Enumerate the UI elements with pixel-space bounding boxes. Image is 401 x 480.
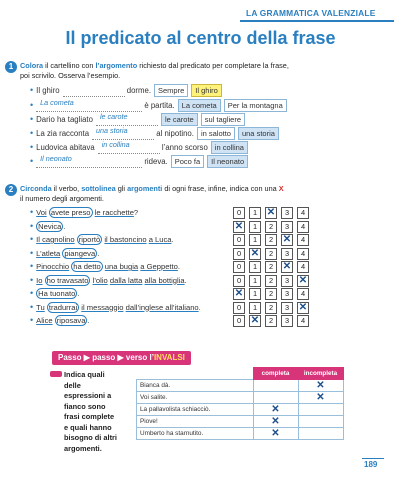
circled-verb: ha detto — [73, 262, 101, 271]
underlined-argument: il messaggio — [81, 302, 124, 312]
banner-passo2: passo — [92, 353, 116, 362]
sentence-end: rideva. — [142, 157, 168, 166]
instr-circonda: Circonda — [20, 184, 52, 193]
table-row — [137, 392, 344, 404]
bullet-icon: • — [30, 85, 34, 95]
underlined-argument: dall’inglese all’italiano — [125, 302, 199, 312]
instr-text: il cartellino con — [43, 61, 96, 70]
incomplete-cell[interactable] — [298, 428, 343, 440]
argument-chip[interactable]: Per la montagna — [224, 99, 287, 112]
argument-chip[interactable]: in collina — [211, 141, 248, 154]
count-box-0[interactable]: ✕ — [234, 220, 244, 232]
sentence-text: ? — [133, 208, 139, 217]
count-box-3[interactable]: ✕ — [282, 261, 292, 272]
argument-chip[interactable]: Sempre — [154, 84, 188, 97]
bullet-icon: • — [30, 128, 34, 138]
circled-verb: tradurrai — [48, 302, 78, 312]
sentence-start: Dario ha tagliato — [36, 115, 93, 124]
bullet-icon: • — [30, 114, 34, 124]
count-box-4[interactable]: 4 — [297, 221, 309, 233]
underlined-argument: a Luca — [148, 235, 172, 244]
count-box-2[interactable]: 2 — [265, 261, 277, 273]
answer-line[interactable] — [98, 140, 160, 154]
argument-chip[interactable]: Il ghiro — [191, 84, 222, 97]
answer-line[interactable] — [63, 87, 125, 97]
underlined-argument: Voi — [36, 208, 47, 217]
instr-argomento: l’argomento — [95, 61, 138, 70]
exercise-1-instructions — [20, 61, 390, 81]
handwritten-answer: Il neonato — [40, 154, 72, 164]
handwritten-answer: le carote — [99, 112, 128, 122]
count-box-3[interactable]: 3 — [281, 248, 293, 260]
underlined-argument: Io — [36, 275, 43, 285]
expression-cell: La pallavolista schiacciò. — [137, 404, 254, 416]
exercise-2-instructions — [20, 184, 395, 204]
sentence-text: . — [177, 262, 180, 271]
argument-chip[interactable]: La cometa — [178, 99, 221, 112]
sentence-text: . — [198, 302, 201, 312]
underlined-argument: Alice — [36, 316, 53, 325]
expression-cell: Bianca dà. — [137, 380, 254, 392]
exercise-2-row — [30, 301, 201, 313]
bullet-icon: • — [30, 315, 34, 325]
instr-argomenti: argomenti — [127, 184, 163, 193]
instr-text: gli — [115, 184, 128, 193]
underlined-argument: una bugia — [104, 262, 139, 271]
count-box-1[interactable]: ✕ — [250, 247, 260, 259]
incomplete-cell[interactable] — [298, 404, 343, 416]
incomplete-cell[interactable]: ✕ — [298, 392, 343, 404]
sentence-text: . — [63, 221, 66, 231]
exercise-1-row — [30, 155, 248, 167]
col-incomplete: incompleta — [298, 368, 343, 380]
count-box-1[interactable]: 1 — [249, 302, 261, 314]
count-box-0[interactable]: 0 — [233, 315, 245, 327]
instr-sottolinea: sottolinea — [81, 184, 116, 193]
underlined-argument: il bastoncino — [104, 235, 147, 244]
count-box-3[interactable]: 3 — [281, 221, 293, 233]
argument-chip[interactable]: Il neonato — [207, 155, 248, 168]
exercise-1-row — [30, 113, 245, 125]
count-box-4[interactable]: 4 — [297, 248, 309, 260]
count-box-2[interactable]: 2 — [265, 221, 277, 233]
table-header-blank — [137, 368, 254, 380]
bullet-icon: • — [30, 288, 34, 298]
exercise-2-row — [30, 274, 187, 286]
complete-cell[interactable]: ✕ — [253, 416, 298, 428]
exercise-1-number: 1 — [5, 61, 17, 73]
complete-cell[interactable]: ✕ — [253, 404, 298, 416]
expression-cell: Umberto ha starnutito. — [137, 428, 254, 440]
underlined-argument: le racchette — [94, 208, 134, 217]
count-box-0[interactable]: 0 — [233, 248, 245, 260]
incomplete-cell[interactable]: ✕ — [298, 380, 343, 392]
count-box-4[interactable]: 4 — [297, 234, 309, 246]
sentence-text: . — [97, 248, 100, 258]
expression-cell: Voi salite. — [137, 392, 254, 404]
count-box-2[interactable]: 2 — [265, 248, 277, 260]
bullet-icon: • — [30, 207, 34, 217]
instr-colora: Colora — [20, 61, 44, 70]
exercise-1-row — [30, 141, 248, 153]
invalsi-banner: Passo ▶ passo ▶ verso l’INVALSI — [52, 351, 191, 365]
exercise-2-row — [30, 233, 174, 245]
count-box-1[interactable]: 1 — [249, 261, 261, 273]
count-box-1[interactable]: 1 — [249, 234, 261, 246]
bullet-icon: • — [30, 156, 34, 166]
underlined-argument: alla bottiglia — [144, 275, 185, 285]
underlined-argument: Il cagnolino — [36, 235, 75, 244]
invalsi-table — [136, 367, 344, 440]
underlined-argument: a Geppetto — [140, 262, 178, 271]
count-box-3[interactable]: 3 — [281, 315, 293, 327]
pencil-icon — [50, 371, 62, 377]
page-title: Il predicato al centro della frase — [65, 28, 336, 48]
exercise-1-row — [30, 127, 279, 139]
count-box-3[interactable]: 3 — [281, 288, 293, 300]
count-box-3[interactable]: ✕ — [282, 234, 292, 245]
sentence-text: . — [171, 235, 174, 244]
count-box-4[interactable]: 4 — [297, 315, 309, 327]
underlined-argument: l’olio — [92, 275, 108, 285]
underlined-argument: dalla latta — [109, 275, 143, 285]
count-box-0[interactable]: 0 — [233, 302, 245, 314]
banner-passo: Passo — [58, 353, 82, 362]
incomplete-cell[interactable] — [298, 416, 343, 428]
argument-chip[interactable]: le carote — [161, 113, 198, 126]
circled-verb: Ha tuonato — [38, 289, 76, 298]
count-box-2[interactable]: 2 — [265, 288, 277, 300]
exercise-2-row — [30, 287, 79, 299]
expression-cell: Piove! — [137, 416, 254, 428]
bullet-icon: • — [30, 234, 34, 244]
handwritten-answer: una storia — [96, 126, 128, 136]
count-box-2[interactable]: 2 — [265, 275, 277, 287]
bullet-icon: • — [30, 247, 34, 258]
table-row — [137, 428, 344, 440]
circled-verb: riposava — [56, 316, 86, 325]
invalsi-question: Indica quali delle espressioni a fianco sono frasi complete e quali hanno bisogno di altri argomenti. — [64, 370, 117, 453]
count-box-4[interactable]: 4 — [297, 207, 309, 219]
instr-text: richiesto dal predicato per completare la frase, — [137, 61, 289, 70]
section-title: LA GRAMMATICA VALENZIALE — [246, 8, 376, 18]
bullet-icon: • — [30, 100, 34, 110]
exercise-1-row — [30, 99, 287, 111]
count-box-4[interactable]: ✕ — [298, 301, 308, 313]
sentence-start: Ludovica abitava — [36, 143, 95, 152]
argument-chip[interactable]: Poco fa — [171, 155, 204, 168]
bullet-icon: • — [30, 220, 34, 231]
argument-chip[interactable]: una storia — [238, 127, 279, 140]
handwritten-answer: in collina — [101, 140, 130, 150]
count-box-4[interactable]: 4 — [297, 288, 309, 300]
count-box-2[interactable]: 2 — [265, 315, 277, 327]
instr-x: X — [278, 184, 284, 193]
page-number-rule — [362, 458, 384, 459]
argument-chip[interactable]: in salotto — [197, 127, 235, 140]
banner-invalsi: INVALSI — [153, 353, 185, 362]
count-box-2[interactable]: 2 — [265, 302, 277, 314]
sentence-text: . — [87, 316, 90, 325]
count-box-2[interactable]: ✕ — [266, 207, 276, 218]
complete-cell[interactable]: ✕ — [253, 428, 298, 440]
exercise-2-row — [30, 247, 99, 259]
table-row — [137, 404, 344, 416]
complete-cell[interactable] — [253, 380, 298, 392]
instr-text: il verbo, — [51, 184, 82, 193]
exercise-2-number: 2 — [5, 184, 17, 196]
exercise-1-row — [30, 84, 222, 96]
count-box-4[interactable]: ✕ — [298, 274, 308, 286]
sentence-start: Il ghiro — [36, 86, 60, 95]
exercise-2-row — [30, 314, 90, 326]
instr-text: di ogni frase, infine, indica con una — [162, 184, 279, 193]
header-rule — [240, 20, 394, 22]
circled-verb: avete preso — [50, 208, 91, 217]
answer-line[interactable] — [36, 154, 142, 168]
count-box-1[interactable]: 1 — [249, 275, 261, 287]
exercise-2-row — [30, 206, 138, 218]
sentence-end: dorme. — [124, 86, 151, 95]
exercise-2-row — [30, 260, 180, 272]
count-box-1[interactable]: 1 — [249, 221, 261, 233]
exercise-2-row — [30, 220, 66, 232]
underlined-argument: Pinocchio — [36, 262, 70, 271]
page-number: 189 — [364, 460, 378, 469]
count-box-0[interactable]: 0 — [233, 234, 245, 246]
sentence-text: . — [77, 289, 80, 298]
underlined-argument: L’atleta — [36, 248, 61, 258]
handwritten-answer: La cometa — [40, 98, 74, 108]
sentence-end: l’anno scorso — [159, 143, 208, 152]
sentence-end: al nipotino. — [154, 129, 194, 138]
instr-text-line2: il numero degli argomenti. — [20, 194, 104, 203]
complete-cell[interactable] — [253, 392, 298, 404]
count-box-3[interactable]: 3 — [281, 275, 293, 287]
sentence-end: è partita. — [142, 101, 175, 110]
circled-verb: Nevica — [38, 221, 62, 231]
argument-chip[interactable]: sul tagliere — [201, 113, 245, 126]
count-box-0[interactable]: 0 — [233, 275, 245, 287]
sentence-start: La zia racconta — [36, 129, 90, 138]
underlined-argument: Tu — [36, 302, 45, 312]
count-box-1[interactable]: 1 — [249, 207, 261, 219]
count-box-1[interactable]: 1 — [249, 288, 261, 300]
bullet-icon: • — [30, 274, 34, 285]
count-box-2[interactable]: 2 — [265, 234, 277, 246]
bullet-icon: • — [30, 261, 34, 271]
count-box-3[interactable]: 3 — [281, 302, 293, 314]
count-box-0[interactable]: ✕ — [234, 288, 244, 299]
circled-verb: riportò — [78, 235, 101, 244]
circled-verb: piangeva — [64, 248, 96, 258]
count-box-3[interactable]: 3 — [281, 207, 293, 219]
count-box-0[interactable]: 0 — [233, 207, 245, 219]
count-box-0[interactable]: 0 — [233, 261, 245, 273]
banner-verso: verso l’ — [125, 353, 154, 362]
bullet-icon: • — [30, 142, 34, 152]
table-row — [137, 380, 344, 392]
table-row — [137, 416, 344, 428]
circled-verb: ho travasato — [46, 275, 89, 285]
count-box-4[interactable]: 4 — [297, 261, 309, 273]
bullet-icon: • — [30, 301, 34, 312]
sentence-text: . — [184, 275, 187, 285]
instr-text-line2: poi scrivilo. Osserva l’esempio. — [20, 71, 121, 80]
col-complete: completa — [253, 368, 298, 380]
count-box-1[interactable]: ✕ — [250, 315, 260, 326]
